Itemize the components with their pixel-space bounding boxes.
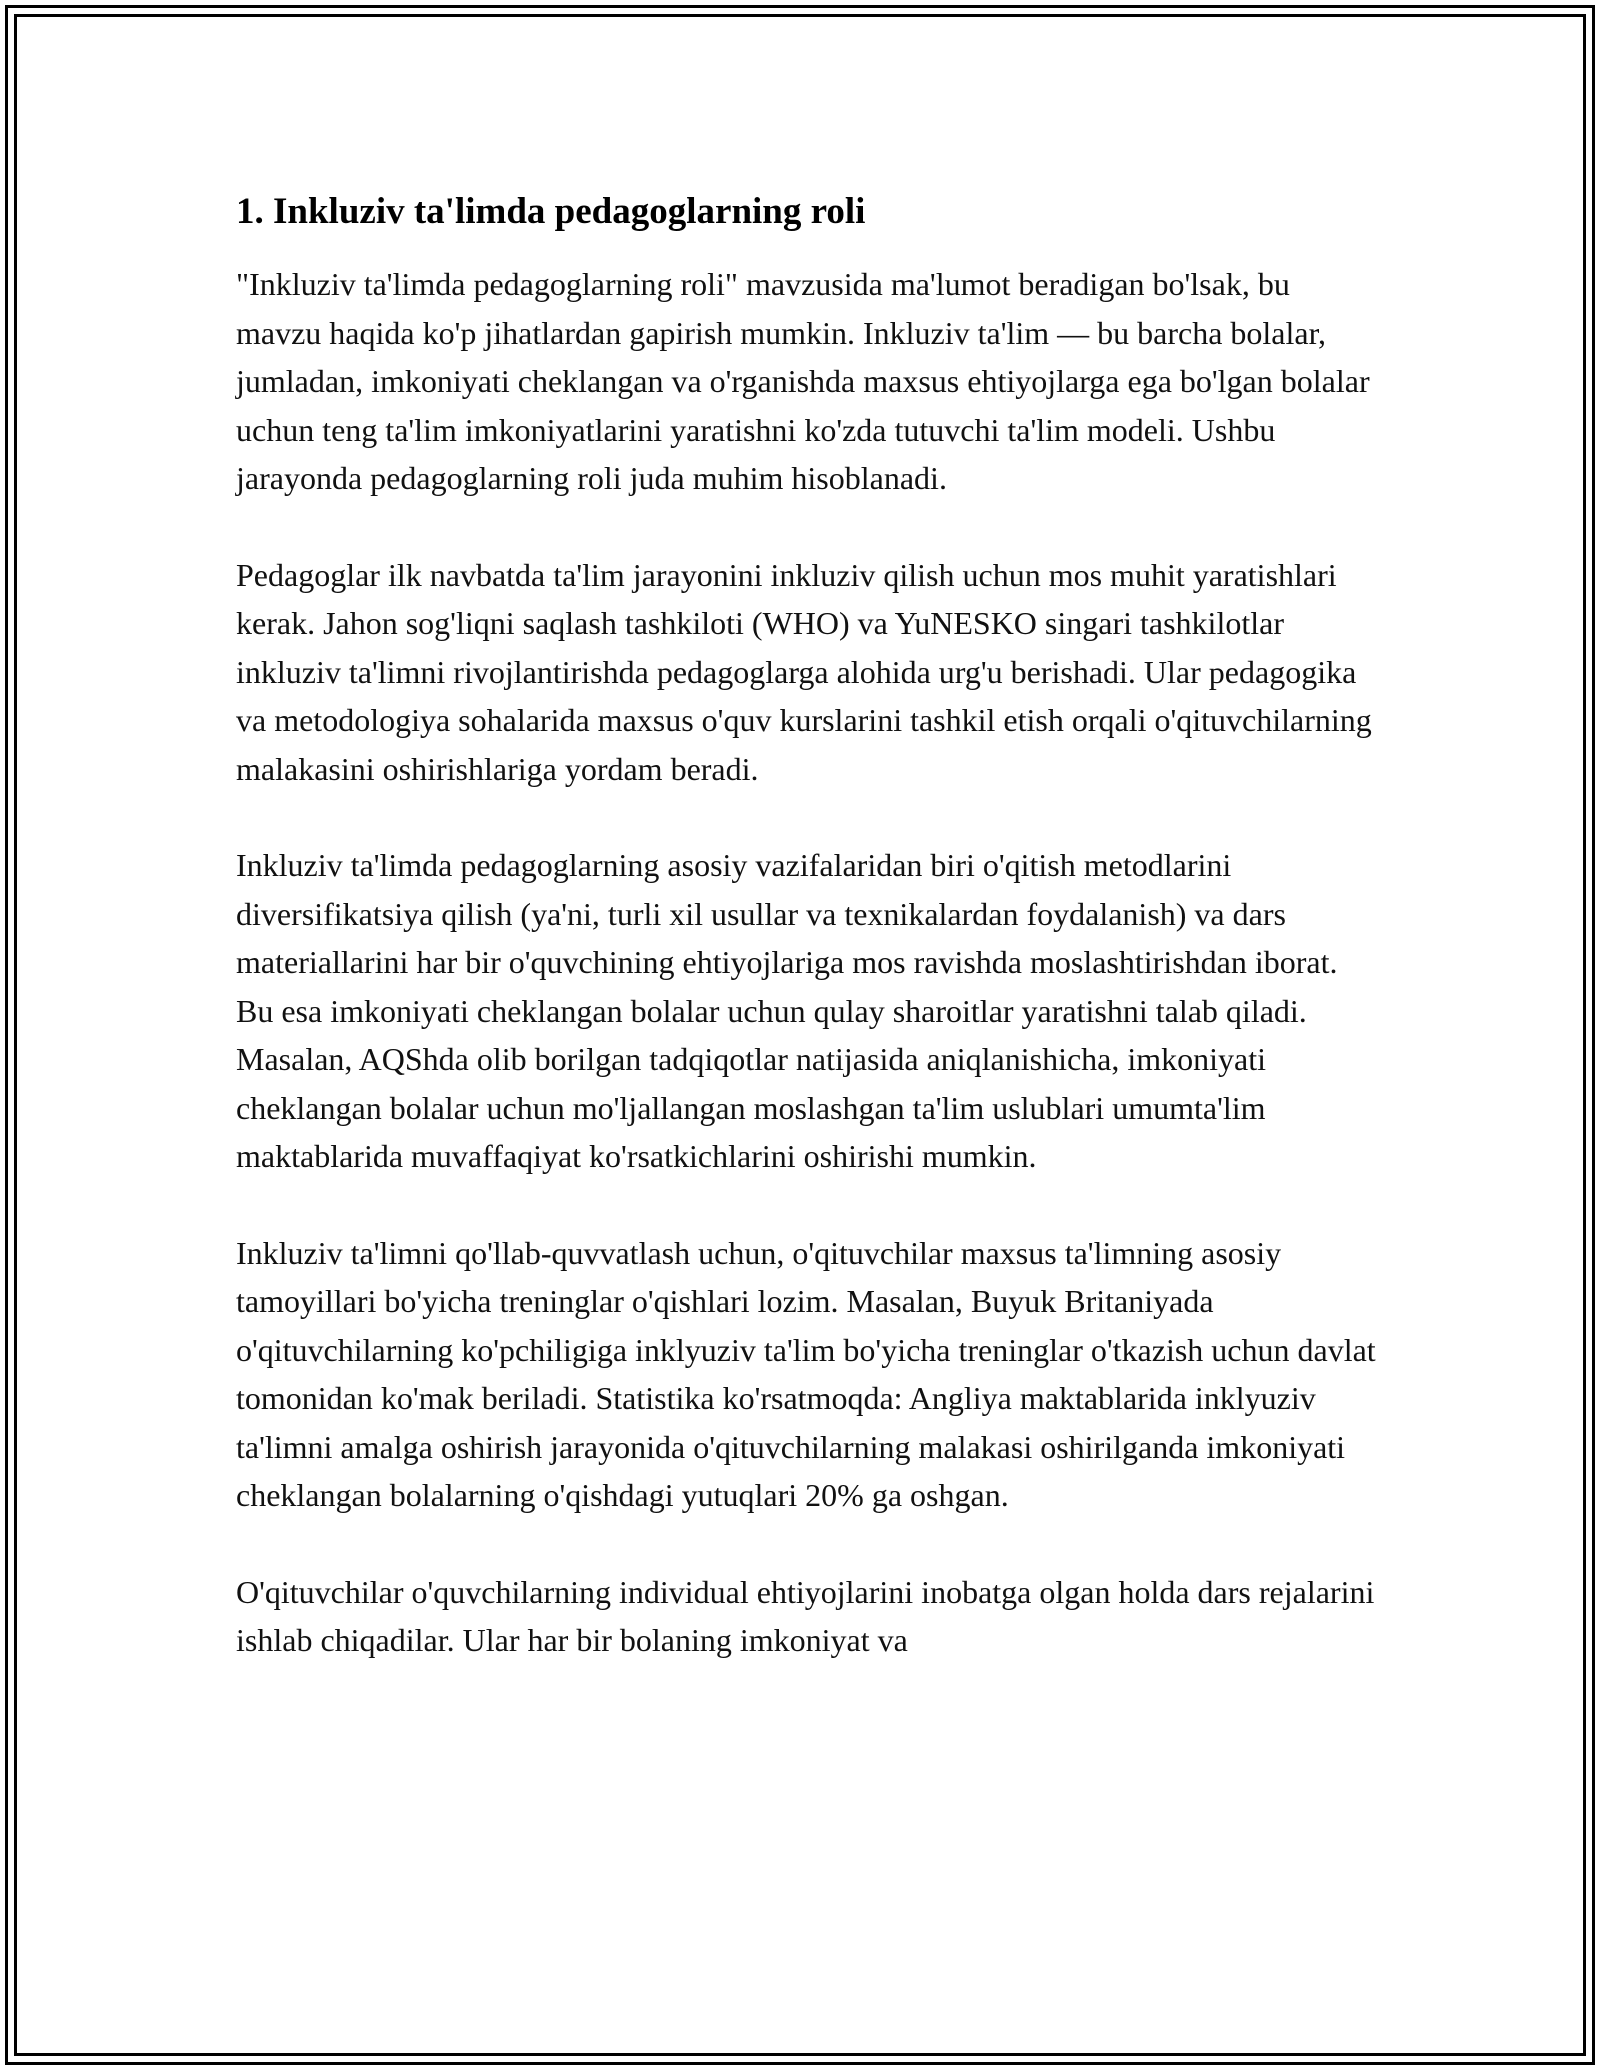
paragraph-4: Inkluziv ta'limni qo'llab-quvvatlash uchun, o'qituvchilar maxsus ta'limning asosiy tamoyillari bo'yicha treninglar o'qishlari lozim. Masalan, Buyuk Britaniyada o'qituvchilarning ko'pchiligiga inklyuziv ta'lim bo'yicha treninglar o'tkazish uchun davlat tomonidan ko'mak beriladi. Statistika ko'rsatmoqda: Angliya maktablarida inklyuziv ta'limni amalga oshirish jarayonida o'qituvchilarning malakasi oshirilganda imkoniyati cheklangan bolalarning o'qishdagi yutuqlari 20% ga oshgan. — [236, 1234, 1376, 1513]
paragraph-3: Inkluziv ta'limda pedagoglarning asosiy vazifalaridan biri o'qitish metodlarini diversifikatsiya qilish (ya'ni, turli xil usullar va texnikalardan foydalanish) va dars materiallarini har bir o'quvchining ehtiyojlariga mos ravishda moslashtirishdan iborat. Bu esa imkoniyati cheklangan bolalar uchun qulay sharoitlar yaratishni talab qiladi. Masalan, AQShda olib borilgan tadqiqotlar natijasida aniqlanishicha, imkoniyati cheklangan bolalar uchun mo'ljallangan moslashgan ta'lim uslublari umumta'lim maktablarida muvaffaqiyat ko'rsatkichlarini oshirishi mumkin. — [236, 847, 1338, 1174]
paragraph-1: "Inkluziv ta'limda pedagoglarning roli" mavzusida ma'lumot beradigan bo'lsak, bu mavzu haqida ko'p jihatlardan gapirish mumkin. Inkluziv ta'lim — bu barcha bolalar, jumladan, imkoniyati cheklangan va o'rganishda maxsus ehtiyojlarga ega bo'lgan bolalar uchun teng ta'lim imkoniyatlarini yaratishni ko'zda tutuvchi ta'lim modeli. Ushbu jarayonda pedagoglarning roli juda muhim hisoblanadi. — [236, 266, 1370, 496]
paragraph-2: Pedagoglar ilk navbatda ta'lim jarayonini inkluziv qilish uchun mos muhit yaratishlari kerak. Jahon sog'liqni saqlash tashkiloti (WHO) va YuNESKO singari tashkilotlar inkluziv ta'limni rivojlantirishda pedagoglarga alohida urg'u berishadi. Ular pedagogika va metodologiya sohalarida maxsus o'quv kurslarini tashkil etish orqali o'qituvchilarning malakasini oshirishlariga yordam beradi. — [236, 556, 1372, 787]
paragraph-5: O'qituvchilar o'quvchilarning individual ehtiyojlarini inobatga olgan holda dars rejalarini ishlab chiqadilar. Ular har bir bolaning imkoniyat va — [236, 1573, 1375, 1658]
document-body — [236, 188, 1376, 1665]
section-heading: 1. Inkluziv ta'limda pedagoglarning roli — [236, 191, 866, 232]
